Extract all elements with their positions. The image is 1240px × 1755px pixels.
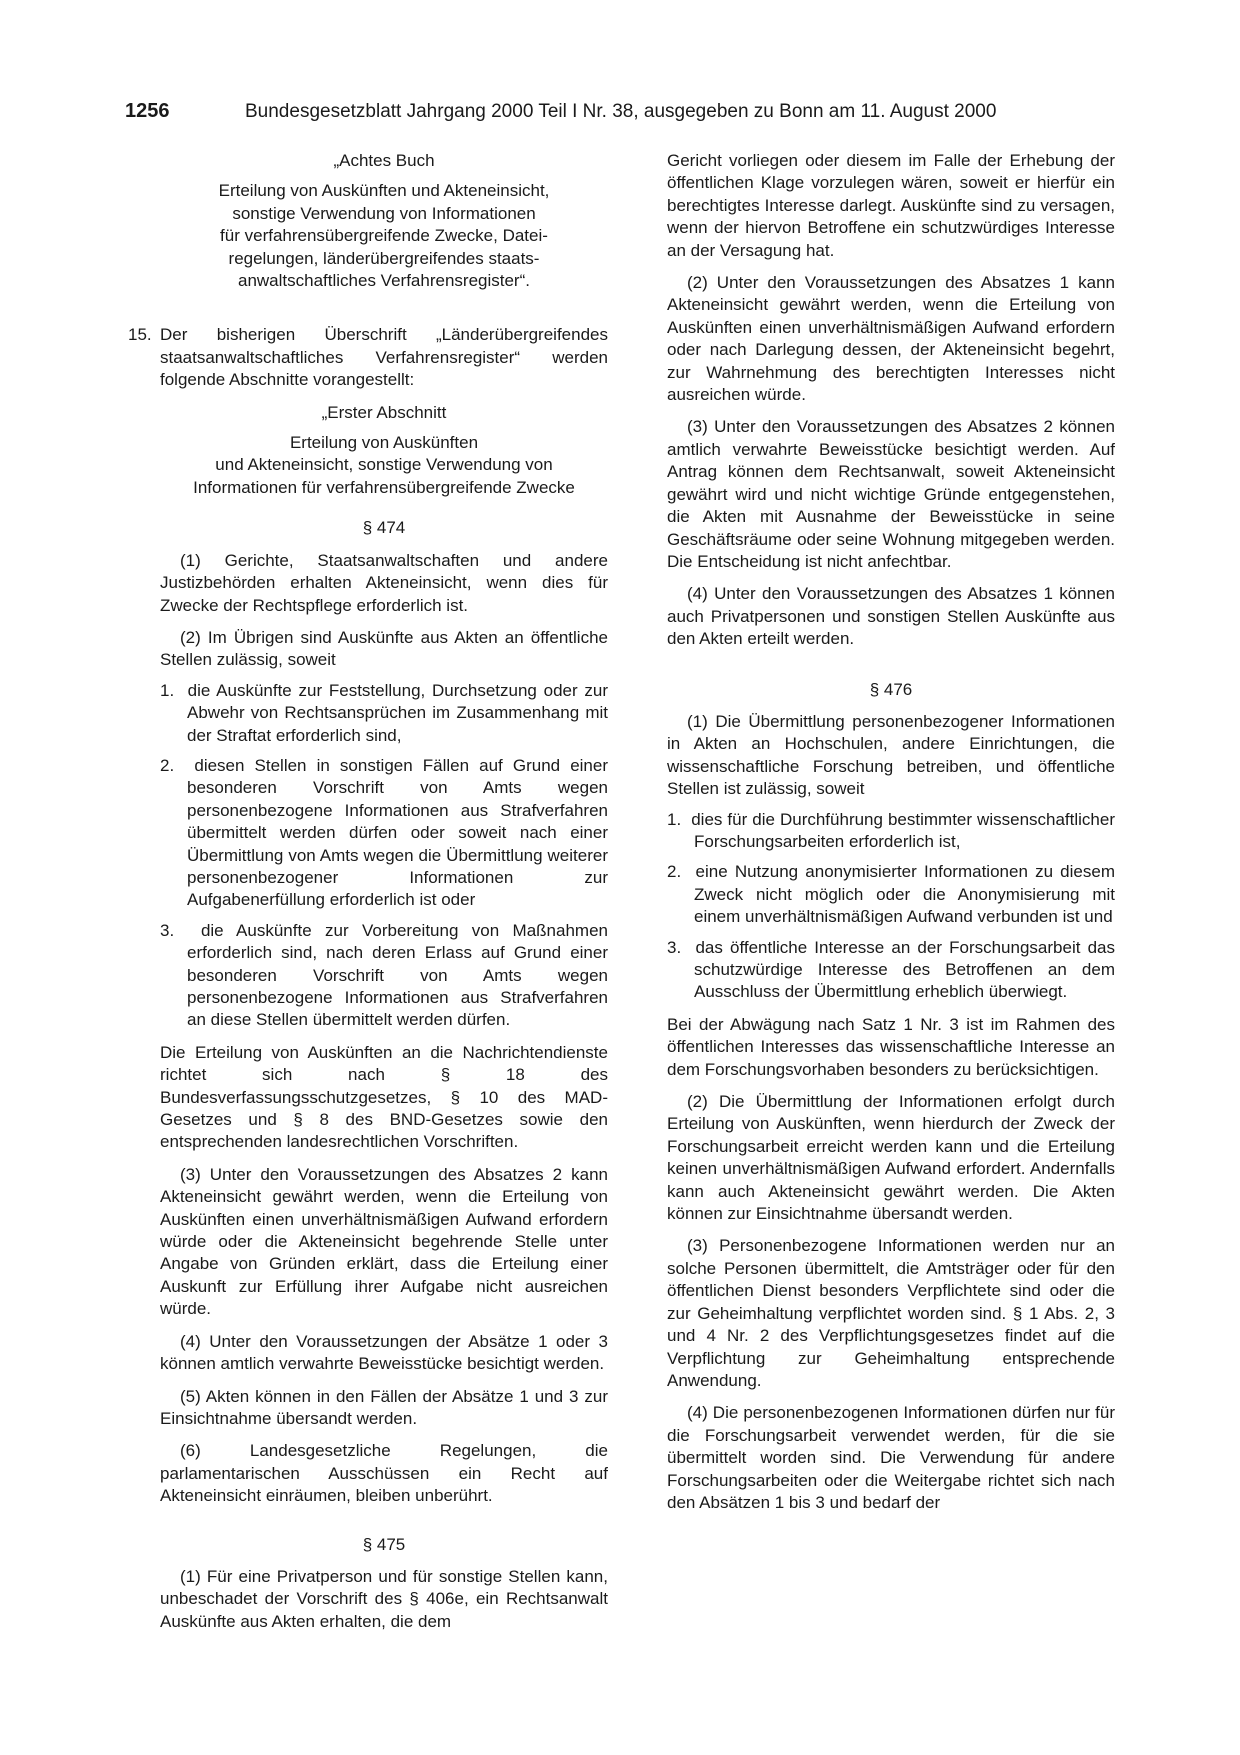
item-number: 15.	[128, 325, 152, 345]
list-item	[160, 680, 608, 747]
left-column	[128, 150, 608, 1633]
paragraph-475-1-continued: Gericht vorliegen oder diesem im Falle der Erhebung der öffentlichen Klage vorzulegen wären, soweit er hierfür ein berechtigtes Interesse darlegt. Auskünfte sind zu versagen, wenn der hiervon Betroffene ein schutzwürdiges Interesse an der Versagung hat.	[667, 151, 1115, 260]
paragraph-474-3: (3) Unter den Voraussetzungen des Absatzes 2 kann Akteneinsicht gewährt werden, wenn die Erteilung von Auskünften einen unverhältnismäßigen Aufwand erfordern würde oder die Akteneinsicht begehrende Stelle unter Angabe von Gründen erklärt, dass die Erteilung einer Auskunft zur Erfüllung ihrer Aufgabe nicht ausreichen würde.	[160, 1164, 608, 1319]
section-subtitle	[160, 432, 608, 499]
list-number: 2.	[667, 862, 682, 882]
paragraph-474-4: (4) Unter den Voraussetzungen der Absätze 1 oder 3 können amtlich verwahrte Beweisstücke besichtigt werden.	[160, 1331, 608, 1374]
book-subtitle-line: anwaltschaftliches Verfahrensregister“.	[238, 271, 530, 291]
list-item	[667, 809, 1115, 854]
list-text: diesen Stellen in sonstigen Fällen auf Grund einer besonderen Vorschrift von Amts wegen personenbezogene Informationen aus Strafverfahren übermittelt werden dürfen oder soweit nach einer Übermittlung von Amts wegen die Übermittlung weiterer personenbezogener Informationen zur Aufgabenerfüllung erforderlich ist oder	[187, 755, 608, 910]
page-number: 1256	[125, 100, 170, 122]
list-number: 3.	[160, 920, 175, 940]
paragraph-474-2-tail: Die Erteilung von Auskünften an die Nachrichtendienste richtet sich nach § 18 des Bundesverfassungsschutzgesetzes, § 10 des MAD-Gesetzes und § 8 des BND-Gesetzes sowie den entsprechenden landesrechtlichen Vorschriften.	[160, 1042, 608, 1152]
paragraph-474-2: (2) Im Übrigen sind Auskünfte aus Akten an öffentliche Stellen zulässig, soweit	[160, 627, 608, 670]
list-text: die Auskünfte zur Vorbereitung von Maßnahmen erforderlich sind, nach deren Erlass auf Grund einer besonderen Vorschrift von Amts wegen personenbezogene Informationen aus Strafverfahren an diese Stellen übermittelt werden dürfen.	[187, 920, 608, 1030]
paragraph-474-title: § 474	[362, 518, 406, 538]
list-item	[160, 755, 608, 912]
header-title: Bundesgesetzblatt Jahrgang 2000 Teil I Nr. 38, ausgegeben zu Bonn am 11. August 2000	[245, 101, 997, 122]
book-heading: „Achtes Buch	[333, 151, 435, 170]
list-item	[667, 937, 1115, 1004]
paragraph-475-title: § 475	[362, 1534, 406, 1554]
book-subtitle-line: regelungen, länderübergreifendes staats-	[228, 248, 540, 268]
paragraph-474-list	[160, 680, 608, 1032]
section-subtitle-line: und Akteneinsicht, sonstige Verwendung von	[215, 455, 553, 475]
paragraph-474-1: (1) Gerichte, Staatsanwaltschaften und andere Justizbehörden erhalten Akteneinsicht, wenn dies für Zwecke der Rechtspflege erforderlich ist.	[160, 550, 608, 615]
list-number: 1.	[160, 680, 175, 700]
list-item	[667, 861, 1115, 928]
list-number: 3.	[667, 937, 682, 957]
item-text: Der bisherigen Überschrift „Länderübergreifendes staatsanwaltschaftliches Verfahrensregister“ werden folgende Abschnitte vorangestellt:	[160, 325, 608, 390]
book-subtitle-line: Erteilung von Auskünften und Akteneinsicht,	[218, 181, 550, 201]
paragraph-475-4: (4) Unter den Voraussetzungen des Absatzes 1 können auch Privatpersonen und sonstigen Stellen Auskünfte aus den Akten erteilt werden.	[667, 584, 1115, 649]
paragraph-476-4: (4) Die personenbezogenen Informationen dürfen nur für die Forschungsarbeit verwendet werden, für die sie übermittelt worden sind. Die Verwendung für andere Forschungsarbeiten oder die Weitergabe richtet sich nach den Absätzen 1 bis 3 und bedarf der	[667, 1403, 1115, 1512]
list-item	[160, 920, 608, 1032]
section-subtitle-line: Informationen für verfahrensübergreifende Zwecke	[193, 477, 575, 497]
paragraph-476-1: (1) Die Übermittlung personenbezogener Informationen in Akten an Hochschulen, andere Einrichtungen, die wissenschaftliche Forschung betreiben, und öffentliche Stellen ist zulässig, soweit	[667, 711, 1115, 799]
book-subtitle	[160, 180, 608, 292]
book-subtitle-line: für verfahrensübergreifende Zwecke, Datei-	[220, 226, 548, 246]
paragraph-476-1-tail: Bei der Abwägung nach Satz 1 Nr. 3 ist im Rahmen des öffentlichen Interesses das wissenschaftliche Interesse an dem Forschungsvorhaben besonders zu berücksichtigen.	[667, 1014, 1115, 1079]
paragraph-476-2: (2) Die Übermittlung der Informationen erfolgt durch Erteilung von Auskünften, wenn hierdurch der Zweck der Forschungsarbeit erreicht werden kann und die Erteilung keinen unverhältnismäßigen Aufwand erfordert. Andernfalls kann auch Akteneinsicht gewährt werden. Die Akten können zur Einsichtnahme übersandt werden.	[667, 1092, 1115, 1224]
paragraph-475-3: (3) Unter den Voraussetzungen des Absatzes 2 können amtlich verwahrte Beweisstücke besichtigt werden. Auf Antrag können dem Rechtsanwalt, soweit Akteneinsicht gewährt wird und nicht wichtige Gründe entgegenstehen, die Akten mit Ausnahme der Beweisstücke in seine Geschäftsräume oder seine Wohnung mitgegeben werden. Die Entscheidung ist nicht anfechtbar.	[667, 417, 1115, 571]
paragraph-474-5: (5) Akten können in den Fällen der Absätze 1 und 3 zur Einsichtnahme übersandt werden.	[160, 1386, 608, 1428]
paragraph-474-6: (6) Landesgesetzliche Regelungen, die parlamentarischen Ausschüssen ein Recht auf Akteneinsicht einräumen, bleiben unberührt.	[160, 1441, 608, 1506]
paragraph-475-1: (1) Für eine Privatperson und für sonstige Stellen kann, unbeschadet der Vorschrift des § 406e, ein Rechtsanwalt Auskünfte aus Akten erhalten, die dem	[160, 1566, 608, 1631]
paragraph-476-3: (3) Personenbezogene Informationen werden nur an solche Personen übermittelt, die Amtsträger oder für den öffentlichen Dienst besonders Verpflichtete sind oder die zur Geheimhaltung verpflichtet worden sind. § 1 Abs. 2, 3 und 4 Nr. 2 des Verpflichtungsgesetzes findet auf die Verpflichtung zur Geheimhaltung entsprechende Anwendung.	[667, 1236, 1115, 1390]
right-column	[667, 150, 1115, 1514]
list-text: eine Nutzung anonymisierter Informationen zu diesem Zweck nicht möglich oder die Anonymisierung mit einem unverhältnismäßigen Aufwand verbunden ist und	[694, 862, 1115, 927]
list-number: 2.	[160, 755, 175, 775]
paragraph-476-title: § 476	[869, 679, 913, 699]
paragraph-476-list	[667, 809, 1115, 1004]
paragraph-475-2: (2) Unter den Voraussetzungen des Absatzes 1 kann Akteneinsicht gewährt werden, wenn die Erteilung von Auskünften einen unverhältnismäßigen Aufwand erfordern oder nach Darlegung dessen, der Akteneinsicht begehrt, zur Wahrnehmung des berechtigten Interesses nicht ausreichen würde.	[667, 273, 1115, 405]
list-text: dies für die Durchführung bestimmter wissenschaftlicher Forschungsarbeiten erforderlich ist,	[691, 809, 1116, 851]
list-text: die Auskünfte zur Feststellung, Durchsetzung oder zur Abwehr von Rechtsansprüchen im Zusammenhang mit der Straftat erforderlich sind,	[187, 680, 608, 745]
list-text: das öffentliche Interesse an der Forschungsarbeit das schutzwürdige Interesse des Betroffenen an dem Ausschluss der Übermittlung erheblich überwiegt.	[694, 937, 1115, 1002]
book-subtitle-line: sonstige Verwendung von Informationen	[232, 203, 536, 223]
page-header	[125, 100, 1115, 123]
amendment-item-15	[128, 324, 608, 391]
list-number: 1.	[667, 809, 682, 829]
section-heading: „Erster Abschnitt	[321, 402, 447, 422]
section-subtitle-line: Erteilung von Auskünften	[289, 433, 479, 453]
